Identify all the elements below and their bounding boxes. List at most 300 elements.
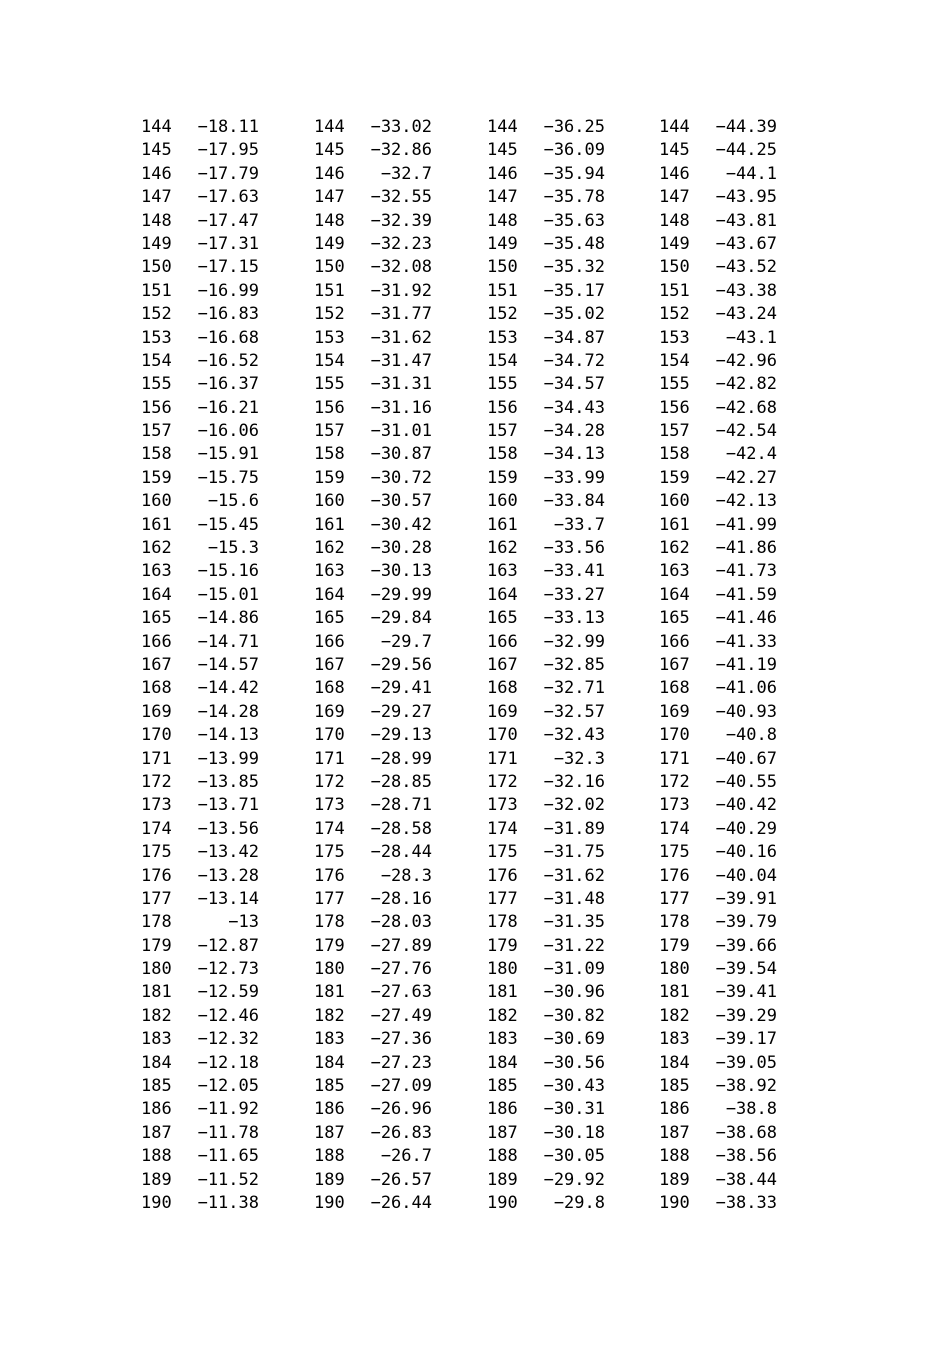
row-value: −38.68: [715, 1122, 777, 1143]
row-value: −14.86: [197, 608, 259, 629]
row-index: 162: [487, 538, 518, 559]
row-value: −29.27: [370, 701, 432, 722]
row-value: −16.37: [197, 374, 259, 395]
row-index: 156: [487, 397, 518, 418]
row-value: −12.73: [197, 959, 259, 980]
table-row: [487, 1028, 605, 1051]
row-index: 169: [659, 701, 690, 722]
table-row: [487, 677, 605, 700]
table-row: [659, 1075, 777, 1098]
table-row: [659, 1052, 777, 1075]
row-index: 150: [487, 257, 518, 278]
row-index: 150: [141, 257, 172, 278]
row-index: 165: [141, 608, 172, 629]
row-index: 188: [141, 1146, 172, 1167]
row-index: 166: [487, 631, 518, 652]
row-value: −31.92: [370, 280, 432, 301]
row-index: 182: [314, 1005, 345, 1026]
table-row: [659, 911, 777, 934]
row-index: 178: [659, 912, 690, 933]
row-value: −39.54: [715, 959, 777, 980]
row-index: 168: [659, 678, 690, 699]
row-value: −12.46: [197, 1005, 259, 1026]
row-index: 173: [659, 795, 690, 816]
row-index: 187: [141, 1122, 172, 1143]
row-index: 161: [659, 514, 690, 535]
row-index: 188: [314, 1146, 345, 1167]
row-index: 154: [659, 350, 690, 371]
row-value: −17.63: [197, 187, 259, 208]
row-index: 174: [659, 818, 690, 839]
table-row: [487, 280, 605, 303]
table-row: [659, 303, 777, 326]
table-row: [141, 397, 259, 420]
row-value: −29.84: [370, 608, 432, 629]
table-row: [314, 1052, 432, 1075]
table-row: [314, 397, 432, 420]
table-row: [659, 233, 777, 256]
table-row: [659, 865, 777, 888]
row-value: −35.78: [543, 187, 605, 208]
table-row: [141, 163, 259, 186]
table-row: [141, 1075, 259, 1098]
table-row: [141, 467, 259, 490]
row-index: 171: [141, 748, 172, 769]
row-value: −13: [228, 912, 259, 933]
row-index: 180: [141, 959, 172, 980]
table-row: [314, 911, 432, 934]
table-row: [314, 631, 432, 654]
row-index: 185: [141, 1076, 172, 1097]
row-value: −27.63: [370, 982, 432, 1003]
row-index: 149: [487, 233, 518, 254]
table-row: [487, 420, 605, 443]
row-index: 162: [314, 538, 345, 559]
row-value: −11.52: [197, 1169, 259, 1190]
row-index: 156: [314, 397, 345, 418]
row-value: −11.38: [197, 1192, 259, 1213]
row-index: 147: [659, 187, 690, 208]
row-value: −27.89: [370, 935, 432, 956]
table-row: [141, 303, 259, 326]
row-index: 169: [487, 701, 518, 722]
table-row: [659, 350, 777, 373]
row-value: −34.43: [543, 397, 605, 418]
row-index: 164: [314, 584, 345, 605]
table-row: [314, 163, 432, 186]
row-value: −38.33: [715, 1192, 777, 1213]
row-index: 158: [314, 444, 345, 465]
table-row: [659, 981, 777, 1004]
data-column-group-2: [314, 116, 432, 1215]
row-index: 164: [141, 584, 172, 605]
table-row: [659, 1005, 777, 1028]
table-row: [659, 116, 777, 139]
row-value: −28.85: [370, 771, 432, 792]
row-index: 155: [314, 374, 345, 395]
row-value: −31.48: [543, 888, 605, 909]
table-row: [659, 327, 777, 350]
row-value: −35.48: [543, 233, 605, 254]
table-row: [314, 233, 432, 256]
table-row: [314, 818, 432, 841]
row-value: −32.23: [370, 233, 432, 254]
row-index: 174: [141, 818, 172, 839]
row-index: 154: [314, 350, 345, 371]
table-row: [659, 818, 777, 841]
row-value: −12.18: [197, 1052, 259, 1073]
table-row: [659, 467, 777, 490]
table-row: [659, 701, 777, 724]
table-row: [141, 865, 259, 888]
row-value: −41.73: [715, 561, 777, 582]
row-value: −12.59: [197, 982, 259, 1003]
row-value: −16.68: [197, 327, 259, 348]
row-value: −13.42: [197, 842, 259, 863]
row-index: 177: [141, 888, 172, 909]
row-index: 173: [487, 795, 518, 816]
row-index: 154: [487, 350, 518, 371]
table-row: [314, 139, 432, 162]
row-index: 184: [314, 1052, 345, 1073]
table-row: [659, 1145, 777, 1168]
row-value: −28.99: [370, 748, 432, 769]
row-index: 147: [487, 187, 518, 208]
row-value: −43.81: [715, 210, 777, 231]
row-index: 181: [659, 982, 690, 1003]
row-index: 166: [314, 631, 345, 652]
row-value: −27.49: [370, 1005, 432, 1026]
table-row: [487, 163, 605, 186]
row-value: −28.44: [370, 842, 432, 863]
row-index: 176: [314, 865, 345, 886]
row-index: 150: [314, 257, 345, 278]
table-row: [314, 724, 432, 747]
row-value: −40.67: [715, 748, 777, 769]
row-index: 161: [487, 514, 518, 535]
table-row: [314, 701, 432, 724]
row-value: −29.7: [380, 631, 432, 652]
row-index: 190: [487, 1192, 518, 1213]
row-value: −41.99: [715, 514, 777, 535]
row-index: 170: [487, 725, 518, 746]
row-value: −42.27: [715, 467, 777, 488]
row-value: −26.83: [370, 1122, 432, 1143]
row-index: 177: [314, 888, 345, 909]
row-value: −34.72: [543, 350, 605, 371]
row-value: −34.57: [543, 374, 605, 395]
table-row: [314, 771, 432, 794]
row-index: 161: [314, 514, 345, 535]
table-row: [314, 1005, 432, 1028]
row-value: −43.95: [715, 187, 777, 208]
row-value: −16.21: [197, 397, 259, 418]
table-row: [141, 327, 259, 350]
row-value: −28.03: [370, 912, 432, 933]
table-row: [487, 981, 605, 1004]
row-value: −33.56: [543, 538, 605, 559]
row-index: 153: [141, 327, 172, 348]
table-row: [314, 303, 432, 326]
row-value: −42.4: [725, 444, 777, 465]
row-index: 183: [141, 1029, 172, 1050]
row-value: −43.24: [715, 304, 777, 325]
row-value: −31.31: [370, 374, 432, 395]
row-index: 155: [141, 374, 172, 395]
row-value: −31.62: [370, 327, 432, 348]
row-index: 151: [659, 280, 690, 301]
row-value: −29.13: [370, 725, 432, 746]
row-index: 152: [141, 304, 172, 325]
row-index: 144: [487, 117, 518, 137]
row-value: −32.57: [543, 701, 605, 722]
row-index: 190: [659, 1192, 690, 1213]
table-row: [659, 654, 777, 677]
row-value: −28.16: [370, 888, 432, 909]
table-row: [659, 771, 777, 794]
row-index: 186: [487, 1099, 518, 1120]
table-row: [314, 186, 432, 209]
row-index: 145: [659, 140, 690, 161]
table-row: [141, 958, 259, 981]
table-row: [314, 210, 432, 233]
row-value: −31.47: [370, 350, 432, 371]
row-index: 189: [314, 1169, 345, 1190]
table-row: [659, 1122, 777, 1145]
row-index: 144: [314, 117, 345, 137]
row-value: −17.47: [197, 210, 259, 231]
row-index: 172: [487, 771, 518, 792]
row-value: −26.44: [370, 1192, 432, 1213]
table-row: [141, 981, 259, 1004]
row-index: 146: [659, 163, 690, 184]
row-value: −31.01: [370, 421, 432, 442]
table-row: [487, 397, 605, 420]
row-index: 166: [659, 631, 690, 652]
table-row: [487, 958, 605, 981]
row-value: −11.65: [197, 1146, 259, 1167]
table-row: [141, 1005, 259, 1028]
row-value: −39.79: [715, 912, 777, 933]
row-value: −14.57: [197, 654, 259, 675]
table-row: [314, 654, 432, 677]
row-value: −17.79: [197, 163, 259, 184]
row-index: 153: [487, 327, 518, 348]
table-row: [487, 233, 605, 256]
row-index: 154: [141, 350, 172, 371]
row-index: 155: [659, 374, 690, 395]
row-index: 148: [487, 210, 518, 231]
table-row: [659, 935, 777, 958]
row-value: −40.42: [715, 795, 777, 816]
row-value: −43.38: [715, 280, 777, 301]
row-value: −40.16: [715, 842, 777, 863]
row-index: 176: [141, 865, 172, 886]
row-value: −32.7: [380, 163, 432, 184]
table-row: [487, 631, 605, 654]
row-index: 179: [141, 935, 172, 956]
table-row: [141, 1052, 259, 1075]
row-index: 187: [659, 1122, 690, 1143]
row-index: 178: [314, 912, 345, 933]
row-value: −33.99: [543, 467, 605, 488]
table-row: [659, 724, 777, 747]
row-value: −26.7: [380, 1146, 432, 1167]
row-value: −11.78: [197, 1122, 259, 1143]
row-index: 156: [141, 397, 172, 418]
row-index: 167: [141, 654, 172, 675]
row-index: 190: [141, 1192, 172, 1213]
table-row: [314, 280, 432, 303]
table-row: [659, 794, 777, 817]
row-value: −31.35: [543, 912, 605, 933]
row-index: 151: [141, 280, 172, 301]
table-row: [487, 210, 605, 233]
row-value: −30.13: [370, 561, 432, 582]
table-row: [314, 1169, 432, 1192]
row-index: 186: [314, 1099, 345, 1120]
row-index: 159: [659, 467, 690, 488]
row-value: −33.84: [543, 491, 605, 512]
row-value: −31.75: [543, 842, 605, 863]
table-row: [141, 1098, 259, 1121]
row-index: 169: [314, 701, 345, 722]
row-index: 178: [141, 912, 172, 933]
row-value: −30.31: [543, 1099, 605, 1120]
row-value: −28.3: [380, 865, 432, 886]
table-row: [314, 373, 432, 396]
row-index: 167: [659, 654, 690, 675]
table-row: [659, 280, 777, 303]
table-row: [314, 256, 432, 279]
table-row: [487, 607, 605, 630]
row-index: 174: [487, 818, 518, 839]
row-value: −16.06: [197, 421, 259, 442]
row-index: 151: [487, 280, 518, 301]
row-value: −33.13: [543, 608, 605, 629]
row-value: −15.3: [207, 538, 259, 559]
table-row: [659, 677, 777, 700]
row-value: −30.42: [370, 514, 432, 535]
row-value: −41.46: [715, 608, 777, 629]
table-row: [659, 841, 777, 864]
row-value: −12.32: [197, 1029, 259, 1050]
table-row: [487, 935, 605, 958]
row-index: 147: [314, 187, 345, 208]
table-row: [314, 467, 432, 490]
table-row: [487, 1192, 605, 1215]
table-row: [487, 327, 605, 350]
row-index: 163: [141, 561, 172, 582]
table-row: [659, 373, 777, 396]
row-value: −32.02: [543, 795, 605, 816]
row-index: 144: [659, 117, 690, 137]
row-index: 189: [659, 1169, 690, 1190]
table-row: [141, 841, 259, 864]
row-index: 158: [141, 444, 172, 465]
data-column-group-1: [141, 116, 259, 1215]
row-value: −33.02: [370, 117, 432, 137]
table-row: [314, 841, 432, 864]
table-row: [659, 163, 777, 186]
row-value: −31.22: [543, 935, 605, 956]
row-value: −32.71: [543, 678, 605, 699]
row-value: −43.52: [715, 257, 777, 278]
row-value: −14.42: [197, 678, 259, 699]
row-index: 180: [487, 959, 518, 980]
row-value: −32.43: [543, 725, 605, 746]
row-index: 170: [314, 725, 345, 746]
row-index: 160: [141, 491, 172, 512]
row-value: −44.1: [725, 163, 777, 184]
row-index: 157: [141, 421, 172, 442]
table-row: [141, 607, 259, 630]
table-row: [141, 1169, 259, 1192]
row-index: 158: [659, 444, 690, 465]
row-index: 170: [659, 725, 690, 746]
table-row: [314, 981, 432, 1004]
table-row: [314, 607, 432, 630]
row-value: −32.39: [370, 210, 432, 231]
table-row: [314, 350, 432, 373]
row-index: 187: [314, 1122, 345, 1143]
table-row: [314, 958, 432, 981]
table-row: [659, 490, 777, 513]
table-row: [659, 210, 777, 233]
table-row: [487, 1122, 605, 1145]
table-row: [487, 467, 605, 490]
row-index: 184: [659, 1052, 690, 1073]
row-value: −40.55: [715, 771, 777, 792]
row-value: −31.16: [370, 397, 432, 418]
table-row: [659, 537, 777, 560]
row-index: 157: [487, 421, 518, 442]
row-index: 189: [487, 1169, 518, 1190]
row-index: 160: [659, 491, 690, 512]
row-value: −15.16: [197, 561, 259, 582]
table-row: [141, 233, 259, 256]
row-value: −29.41: [370, 678, 432, 699]
row-value: −42.96: [715, 350, 777, 371]
row-index: 164: [487, 584, 518, 605]
row-index: 149: [141, 233, 172, 254]
row-value: −30.05: [543, 1146, 605, 1167]
row-value: −36.25: [543, 117, 605, 137]
table-row: [487, 256, 605, 279]
table-row: [141, 584, 259, 607]
table-row: [141, 724, 259, 747]
row-index: 185: [659, 1076, 690, 1097]
row-value: −42.54: [715, 421, 777, 442]
table-row: [141, 186, 259, 209]
table-row: [314, 677, 432, 700]
row-value: −33.27: [543, 584, 605, 605]
row-index: 163: [659, 561, 690, 582]
row-index: 179: [487, 935, 518, 956]
row-value: −15.01: [197, 584, 259, 605]
row-value: −28.58: [370, 818, 432, 839]
row-index: 168: [141, 678, 172, 699]
row-value: −29.99: [370, 584, 432, 605]
table-row: [487, 584, 605, 607]
table-row: [487, 490, 605, 513]
table-row: [314, 584, 432, 607]
row-value: −31.62: [543, 865, 605, 886]
row-index: 190: [314, 1192, 345, 1213]
row-value: −13.28: [197, 865, 259, 886]
row-index: 181: [314, 982, 345, 1003]
row-value: −30.18: [543, 1122, 605, 1143]
